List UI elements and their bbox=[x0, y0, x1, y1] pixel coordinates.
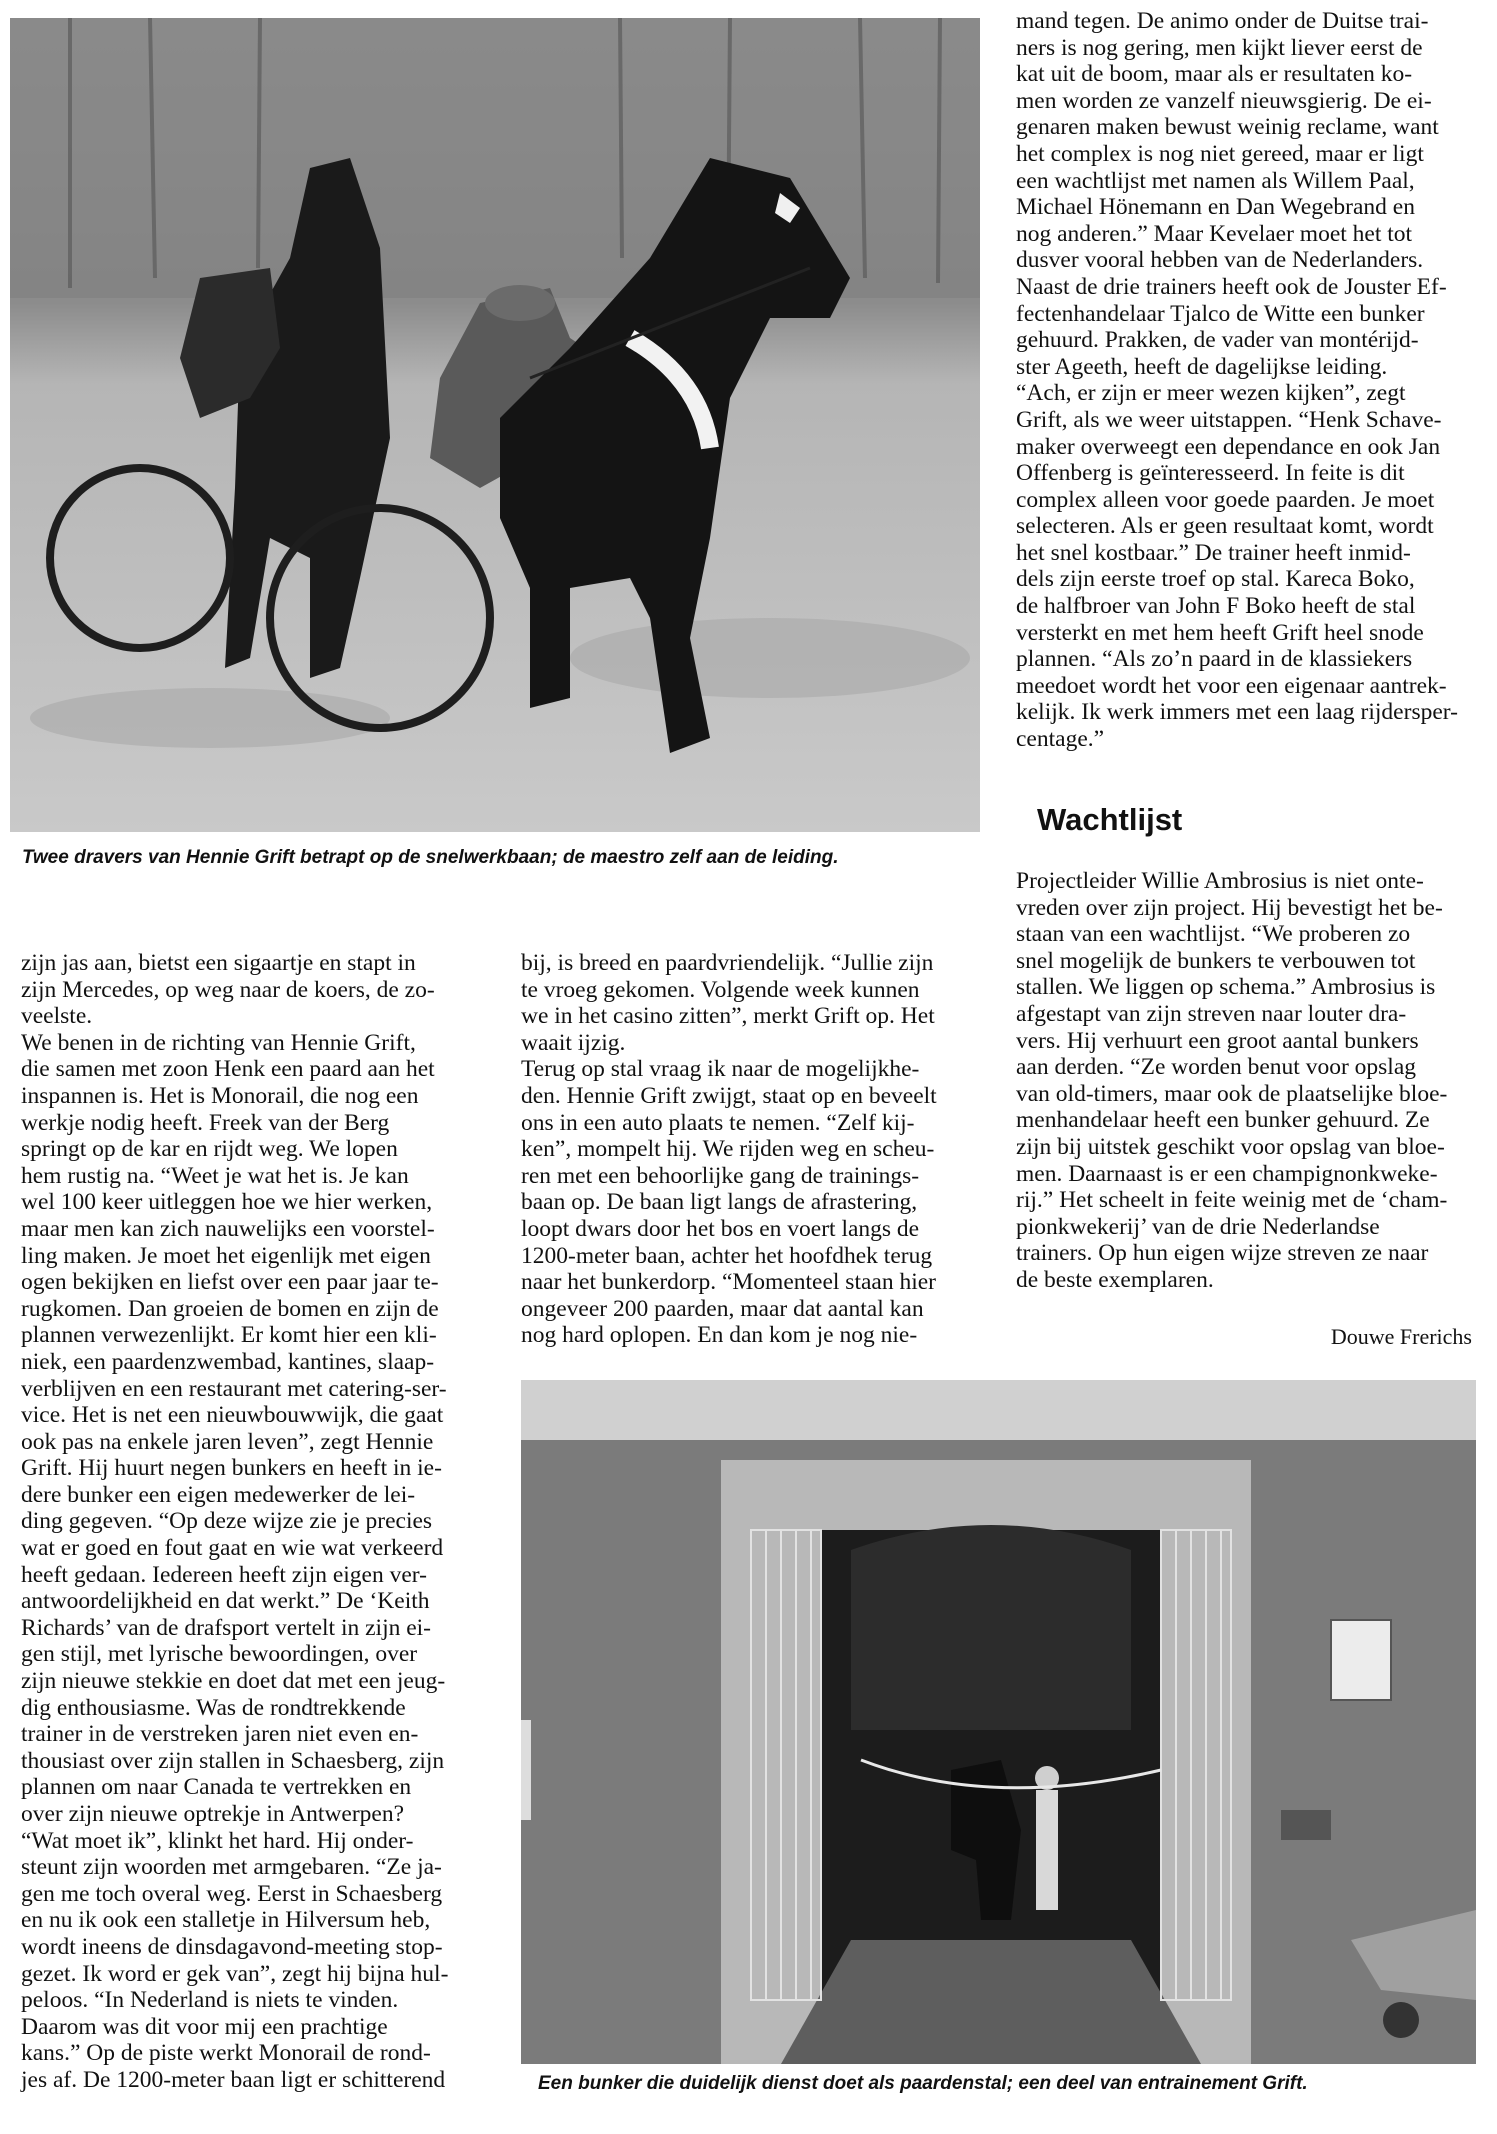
article-middle-column: bij, is breed en paardvriendelijk. “Jullie zijn te vroeg gekomen. Volgende week kunnen we in het casino zitten”, merkt Grift op. Het waait ijzig. Terug op stal vraag ik naar de mogelijkhe- den. Hennie Grift zwijgt, staat op en beveelt ons in een auto plaats te nemen. “Zelf kij- ken”, mompelt hij. We rijden weg en scheu- ren met een behoorlijke gang de trainings- baan op. De baan ligt langs de afrastering, loopt dwars door het bos en voert langs de 1200-meter baan, achter het hoofdhek terug naar het bunkerdorp. “Momenteel staan hier ongeveer 200 paarden, maar dat aantal kan nog hard oplopen. En dan kom je nog nie- bbox=[521, 950, 937, 1349]
photo-bunker-image bbox=[521, 1380, 1476, 2064]
bottom-photo-caption: Een bunker die duidelijk dienst doet als paardenstal; een deel van entrainement Grift. bbox=[538, 2073, 1308, 2094]
top-photo-caption: Twee dravers van Hennie Grift betrapt op de snelwerkbaan; de maestro zelf aan de leiding. bbox=[22, 847, 839, 868]
author-byline: Douwe Frerichs bbox=[1330, 1324, 1472, 1349]
article-right-top-column: mand tegen. De animo onder de Duitse trai- ners is nog gering, men kijkt liever eerst de kat uit de boom, maar als er resultaten ko- men worden ze vanzelf nieuwsgierig. De ei- genaren maken bewust weinig reclame, want het complex is nog niet gereed, maar er ligt een wachtlijst met namen als Willem Paal, Michael Hönemann en Dan Wegebrand en nog anderen.” Maar Kevelaer moet het tot dusver vooral hebben van de Nederlanders. Naast de drie trainers heeft ook de Jouster Ef- fectenhandelaar Tjalco de Witte een bunker gehuurd. Prakken, de vader van montérijd- ster Ageeth, heeft de dagelijkse leiding. “Ach, er zijn er meer wezen kijken”, zegt Grift, als we weer uitstappen. “Henk Schave- maker overweegt een dependance en ook Jan Offenberg is geïnteresseerd. In feite is dit complex alleen voor goede paarden. Je moet selecteren. Als er geen resultaat komt, wordt het snel kostbaar.” De trainer heeft inmid- dels zijn eerste troef op stal. Kareca Boko, de halfbroer van John F Boko heeft de stal versterkt en met hem heeft Grift heel snode plannen. “Als zo’n paard in de klassiekers meedoet wordt het voor een eigenaar aantrek- kelijk. Ik werk immers met een laag rijdersper- centage.” bbox=[1016, 8, 1458, 753]
section-heading-wachtlijst: Wachtlijst bbox=[1037, 802, 1183, 837]
photo-trotters-image bbox=[10, 18, 980, 832]
photo-bunker-stable bbox=[521, 1380, 1476, 2064]
article-left-column: zijn jas aan, bietst een sigaartje en stapt in zijn Mercedes, op weg naar de koers, de zo- veelste. We benen in de richting van Hennie Grift, die samen met zoon Henk een paard aan het inspannen is. Het is Monorail, die nog een werkje nodig heeft. Freek van der Berg springt op de kar en rijdt weg. We lopen hem rustig na. “Weet je wat het is. Je kan wel 100 keer uitleggen hoe we hier werken, maar men kan zich nauwelijks een voorstel- ling maken. Je moet het eigenlijk met eigen ogen bekijken en liefst over een paar jaar te- rugkomen. Dan groeien de bomen en zijn de plannen verwezenlijkt. Er komt hier een kli- niek, een paardenzwembad, kantines, slaap- verblijven en een restaurant met catering-ser- vice. Het is net een nieuwbouwwijk, die gaat ook pas na enkele jaren leven”, zegt Hennie Grift. Hij huurt negen bunkers en heeft in ie- dere bunker een eigen medewerker de lei- ding gegeven. “Op deze wijze zie je precies wat er goed en fout gaat en wie wat verkeerd heeft gedaan. Iedereen heeft zijn eigen ver- antwoordelijkheid en dat werkt.” De ‘Keith Richards’ van de drafsport vertelt in zijn ei- gen stijl, met lyrische bewoordingen, over zijn nieuwe stekkie en doet dat met een jeug- dig enthousiasme. Was de rondtrekkende trainer in de verstreken jaren niet even en- thousiast over zijn stallen in Schaesberg, zijn plannen om naar Canada te vertrekken en over zijn nieuwe optrekje in Antwerpen? “Wat moet ik”, klinkt het hard. Hij onder- steunt zijn woorden met armgebaren. “Ze ja- gen me toch overal weg. Eerst in Schaesberg en nu ik ook een stalletje in Hilversum heb, wordt ineens de dinsdagavond-meeting stop- gezet. Ik word er gek van”, zegt hij bijna hul- peloos. “In Nederland is niets te vinden. Daarom was dit voor mij een prachtige kans.” Op de piste werkt Monorail de rond- jes af. De 1200-meter baan ligt er schitterend bbox=[21, 950, 449, 2093]
article-right-mid-column: Projectleider Willie Ambrosius is niet onte- vreden over zijn project. Hij bevestigt het be- staan van een wachtlijst. “We proberen zo snel mogelijk de bunkers te verbouwen tot stallen. We liggen op schema.” Ambrosius is afgestapt van zijn streven naar louter dra- vers. Hij verhuurt een groot aantal bunkers aan derden. “Ze worden benut voor opslag van old-timers, maar ook de plaatselijke bloe- menhandelaar heeft een bunker gehuurd. Ze zijn bij uitstek geschikt voor opslag van bloe- men. Daarnaast is er een champignonkweke- rij.” Het scheelt in feite weinig met de ‘cham- pionkwekerij’ van de drie Nederlandse trainers. Op hun eigen wijze streven ze naar de beste exemplaren. bbox=[1016, 868, 1448, 1293]
photo-trotters bbox=[10, 18, 980, 832]
